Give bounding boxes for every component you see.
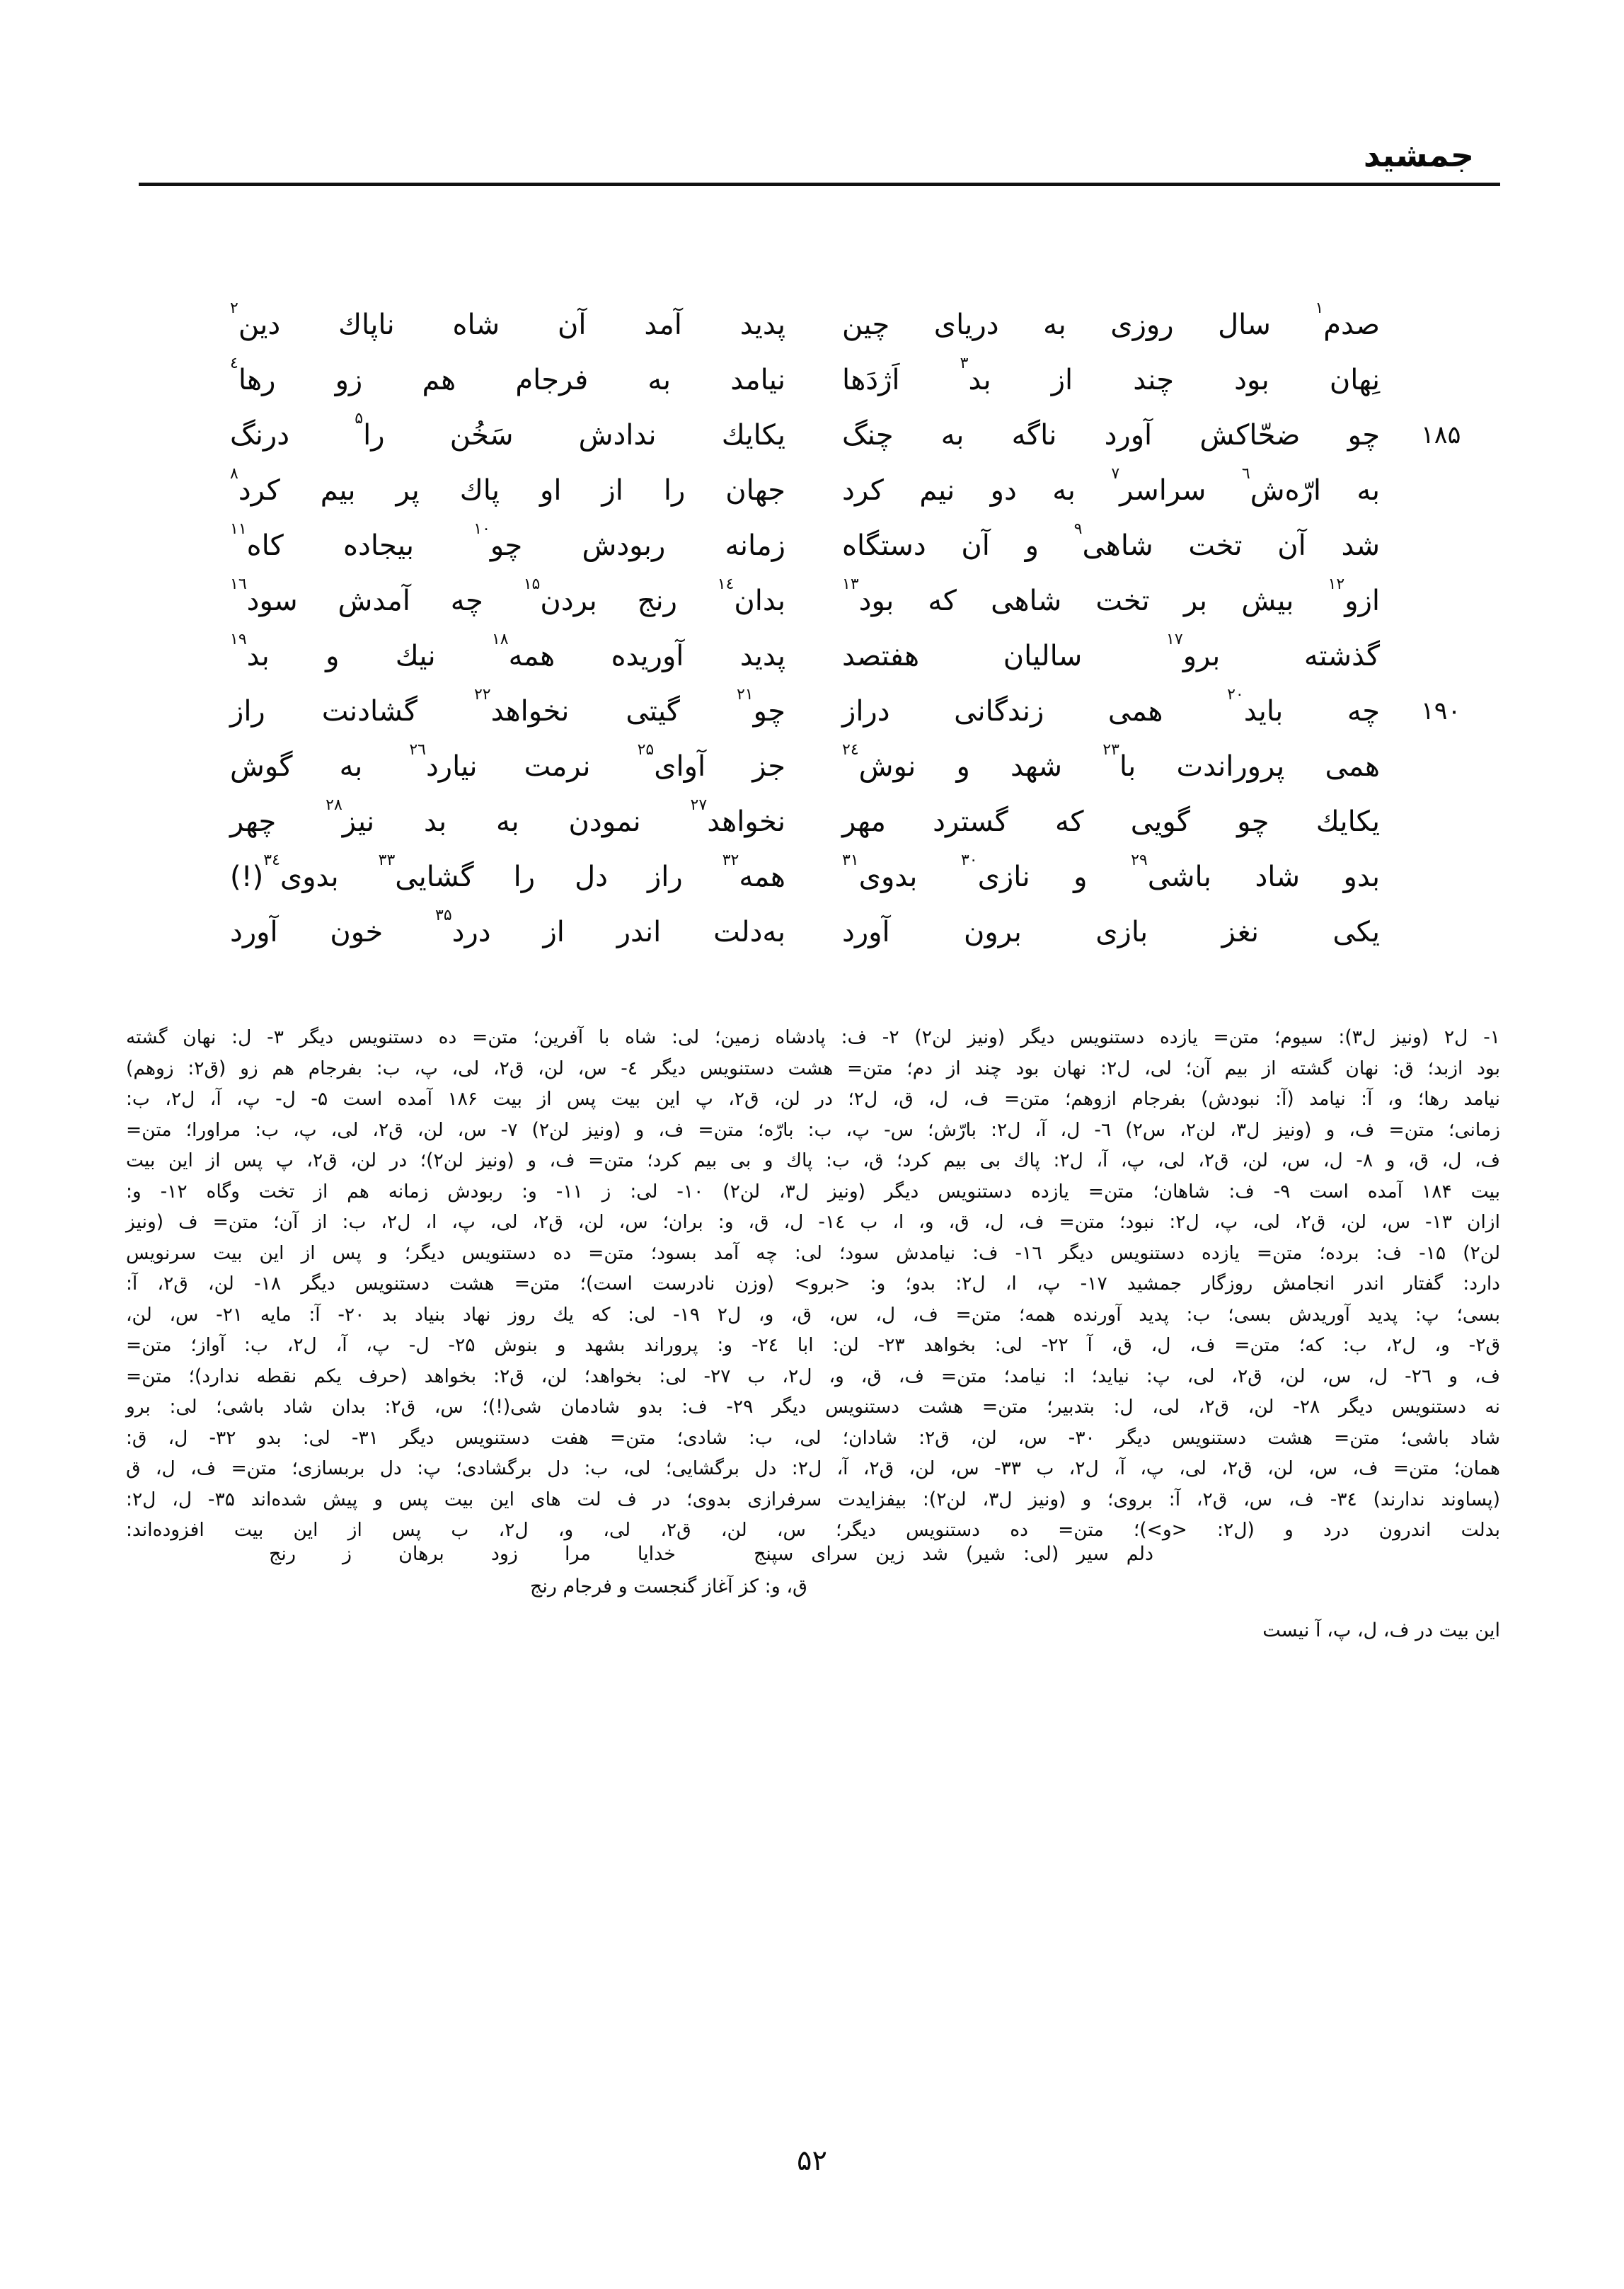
footnote-marker: ۱٤ — [717, 575, 735, 593]
verse-row — [124, 518, 1500, 573]
apparatus-line: لن۲) ۱۵- ف: برده؛ متن= یازده دستنویس دیگر ۱٦- ف: نیامدش سود؛ لی: چه آمد بسود؛ متن= ده دستنویس دیگر؛ و پس از این بیت سرنویس — [126, 1241, 1501, 1264]
footnote-marker: ۱۱ — [230, 520, 247, 538]
apparatus-line: نیامد رها؛ و، آ: نیامد (آ: نبودش) بفرجام ازوهم؛ متن= ف، ل، ق، ل۲؛ در لن، ق۲، پ این بیت پس از بیت ۱۸۶ آمده است ۵- ل- پ، آ، ل۲، ب: — [126, 1088, 1500, 1110]
footnote-marker: ۱ — [1315, 299, 1324, 317]
footnote-marker: ٦ — [1241, 464, 1250, 483]
right-hemistich: یکایك چو گویی که گسترد مهر — [842, 805, 1380, 838]
footnote-marker: ۲ — [230, 299, 238, 317]
right-hemistich: گذشته برو$^{۱۷}$ سالیان هفتصد — [842, 630, 1380, 672]
left-hemistich: همه$^{۳۲}$ راز دل را گشایی$^{۳۳}$ بدوی$^{۳٤}$(!) — [230, 851, 786, 893]
footnote-marker: ۱۸ — [491, 630, 509, 648]
left-hemistich: نخواهد$^{۲۷}$ نمودن به بد نیز$^{۲۸}$ چهر — [230, 796, 786, 838]
critical-apparatus — [126, 1022, 1500, 1546]
footnote-marker: ۳۲ — [722, 851, 739, 869]
footnote-marker: ۳ — [960, 354, 969, 372]
footnote-marker: ۸ — [230, 464, 238, 483]
left-hemistich: زمانه ربودش چو$^{۱۰}$ بیجاده کاه$^{۱۱}$ — [230, 520, 785, 562]
verse-row — [124, 794, 1500, 849]
footnote-marker: ۲٤ — [842, 740, 859, 759]
right-hemistich: ازو$^{۱۲}$ بیش بر تخت شاهی که بود$^{۱۳}$ — [842, 575, 1380, 617]
poem-block — [124, 297, 1500, 960]
right-hemistich: یکی نغز بازی برون آورد — [842, 916, 1380, 948]
chapter-header: جمشید — [1363, 136, 1474, 174]
verse-row — [124, 408, 1500, 463]
left-hemistich: نیامد به فرجام هم زو رها$^٤$ — [230, 354, 785, 396]
left-hemistich: به‌دلت اندر از درد$^{۳۵}$ خون آورد — [230, 906, 785, 948]
apparatus-line: ۱- ل۲ (ونیز ل۳): سیوم؛ متن= یازده دستنویس دیگر (ونیز لن۲) ۲- ف: پادشاه زمین؛ لی: شاه با آفرین؛ متن= ده دستنویس دیگر ۳- ل: نهان گشته — [126, 1026, 1501, 1048]
footnote-marker: ۹ — [1073, 520, 1083, 538]
left-hemistich: چو$^{۲۱}$ گیتی نخواهد$^{۲۲}$ گشادنت راز — [230, 685, 785, 728]
verse-row — [124, 352, 1500, 408]
footnote-marker: ۲٦ — [409, 740, 426, 759]
apparatus-line: ف، ل، ق، و ۸- ل، س، لن، ق۲، لی، پ، آ، ل۲: پاك بی بیم کرد؛ ق، ب: پاك و بی بیم کرد؛ متن= ف، و (ونیز لن۲)؛ در لن، ق۲، پ پس از این بیت — [126, 1149, 1501, 1171]
footnote-marker: ۲۱ — [736, 685, 754, 704]
left-hemistich: پدید آوریده همه$^{۱۸}$ نیك و بد$^{۱۹}$ — [230, 630, 785, 672]
footnote-marker: ۱۵ — [523, 575, 541, 593]
header-rule — [139, 183, 1500, 186]
footnote-marker: ۵ — [355, 409, 364, 428]
verse-row — [124, 463, 1500, 518]
left-hemistich: جز آوای$^{۲۵}$ نرمت نیارد$^{۲٦}$ به گوش — [230, 740, 786, 783]
apparatus-line: بیت ۱۸۴ آمده است ۹- ف: شاهان؛ متن= یازده دستنویس دیگر (ونیز ل۳، لن۲) ۱۰- لی: ز ۱۱- و: ربودش زمانه هم از تخت وگاه ۱۲- و: — [126, 1180, 1500, 1203]
right-hemistich: نِهان بود چند از بد$^۳$ اَژدَها — [842, 354, 1380, 396]
right-hemistich: چو ضحّاکش آورد ناگه به چنگ — [842, 419, 1380, 452]
footnote-marker: ۲۷ — [690, 796, 708, 814]
apparatus-line: شاد باشی؛ متن= هشت دستنویس دیگر ۳۰- س، لن، ق۲: شادان؛ لی، ب: شادی؛ متن= هفت دستنویس دیگر ۳۱- لی: بدو ۳۲- ل، ق: — [126, 1426, 1500, 1449]
footnote-marker: ۱۹ — [230, 630, 247, 648]
right-hemistich: همی پروراندت با$^{۲۳}$ شهد و نوش$^{۲٤}$ — [842, 740, 1380, 783]
apparatus-line: دارد: گفتار اندر انجامش روزگار جمشید ۱۷- پ، ا، ل۲: بدو؛ و: <برو> (وزن نادرست است)؛ متن= هشت دستنویس دیگر ۱۸- لن، ق۲، آ: — [126, 1273, 1500, 1295]
added-couplet-left-hemistich: خدایا مرا زود برهان ز رنج — [269, 1543, 676, 1565]
apparatus-line: بسی؛ پ: پدید آوریدش بسی؛ ب: پدید آورنده همه؛ متن= ف، ل، س، ق، و، ل۲ ۱۹- لی: که یك روز نهاد بنیاد بد ۲۰- آ: مایه ۲۱- س، لن، — [126, 1303, 1500, 1326]
footnote-marker: ۱۷ — [1166, 630, 1183, 648]
footnote-marker: ۳۳ — [378, 851, 396, 869]
right-hemistich: به ارّه‌ش$^٦$ سراسر$^۷$ به دو نیم کرد — [842, 464, 1380, 507]
right-hemistich: صدم$^۱$ سال روزی به دریای چین — [842, 299, 1380, 341]
couplet-variant-note: ق، و: کز آغاز گنجست و فرجام رنج — [529, 1576, 807, 1597]
verse-row — [124, 629, 1500, 684]
verse-row — [124, 684, 1500, 739]
footnote-marker: ۲۳ — [1102, 740, 1119, 759]
verse-row — [124, 739, 1500, 794]
footnote-marker: ۳٤ — [263, 851, 280, 869]
footnote-marker: ۲۲ — [473, 685, 491, 704]
right-hemistich: بدو شاد باشی$^{۲۹}$ و نازی$^{۳۰}$ بدوی$^{۳۱}$ — [842, 851, 1381, 893]
footnote-marker: ٤ — [230, 354, 238, 372]
apparatus-line: (پساوند ندارند) ۳٤- ف، س، ق۲، آ: بروی؛ و (ونیز ل۳، لن۲): بیفزایدت سرفرازی بدوی؛ در ف لت های این بیت پس و پیش شده‌اند ۳۵- ل، ل۲: — [126, 1488, 1500, 1510]
right-hemistich: چه باید$^{۲۰}$ همی زندگانی دراز — [842, 685, 1380, 728]
footnote-marker: ۲۵ — [637, 740, 655, 759]
verse-row — [124, 849, 1500, 905]
verse-number: ۱۸۵ — [1421, 421, 1461, 449]
left-hemistich: بدان$^{۱٤}$ رنج بردن$^{۱۵}$ چه آمدش سود$^{۱٦}$ — [230, 575, 786, 617]
footnote-marker: ۱۰ — [473, 520, 490, 538]
footnote-marker: ۳۵ — [435, 906, 452, 924]
left-hemistich: پدید آمد آن شاه ناپاك دین$^۲$ — [230, 299, 785, 341]
couplet-absence-note: این بیت در ف، ل، پ، آ نیست — [1262, 1619, 1500, 1641]
footnote-marker: ۷ — [1111, 464, 1120, 483]
apparatus-line: زمانی؛ متن= ف، و (ونیز ل۳، لن۲، س۲) ٦- ل، آ، ل۲: بارّش؛ س- پ، ب: بارّه؛ متن= ف، و (ونیز لن۲) ۷- س، لن، ق۲، لی، پ، ب: مراورا؛ متن= — [126, 1118, 1501, 1141]
footnote-marker: ۱٦ — [230, 575, 247, 593]
apparatus-line: بود ازبد؛ ق: نهان گشته از بیم آن؛ لی، ل۲: نهان بود چند از دم؛ متن= هشت دستنویس دیگر ٤- س، لن، ق۲، لی، پ، ب: بفرجام هم زو (ق۲: زوهم) — [126, 1057, 1500, 1079]
verse-row — [124, 905, 1500, 960]
left-hemistich: جهان را از او پاك پر بیم کرد$^۸$ — [230, 464, 785, 507]
page-number: ۵۲ — [797, 2145, 827, 2177]
footnote-marker: ۲۹ — [1131, 851, 1148, 869]
footnote-marker: ۳۰ — [960, 851, 978, 869]
footnote-marker: ۱۳ — [842, 575, 859, 593]
apparatus-line: بدلت اندرون درد و (ل۲: <و>)؛ متن= ده دستنویس دیگر؛ س، لن، ق۲، لی، و، ل۲، ب پس از این بیت افزوده‌اند: — [126, 1519, 1500, 1541]
verse-row — [124, 297, 1500, 352]
apparatus-line: ف، و ۲٦- ل، س، لن، ق۲، لی، پ: نیاید؛ ا: نیامد؛ متن= ف، ق، و، ل۲، ب ۲۷- لی: بخواهد؛ لن، ق۲: بخواهد (حرف یکم نقطه ندارد)؛ متن= — [126, 1365, 1501, 1387]
left-hemistich: یکایك ندادش سَخُن را$^۵$ درنگ — [230, 409, 785, 452]
added-couplet-right-hemistich: دلم سیر (لی: شیر) شد زین سرای سپنج — [754, 1543, 1153, 1565]
footnote-marker: ۳۱ — [842, 851, 859, 869]
apparatus-line: نه دستنویس دیگر ۲۸- لن، ق۲، لی، ل: بتدبیر؛ متن= هشت دستنویس دیگر ۲۹- ف: بدو شادمان شی(!)؛ س، ق۲: بدان شاد باشی؛ لی: برو — [126, 1396, 1501, 1418]
footnote-marker: ۲۰ — [1227, 685, 1244, 704]
verse-row — [124, 573, 1500, 629]
apparatus-line: ازان ۱۳- س، لن، ق۲، لی، پ، ل۲: نبود؛ متن= ف، ل، ق، و، ا، ب ۱٤- ل، ق، و: بران؛ س، لن، ق۲، لی، پ، ا، ل۲، ب: از آن؛ متن= ف (ونیز — [126, 1211, 1500, 1233]
verse-number: ۱۹۰ — [1421, 697, 1461, 725]
couplet-gap — [676, 1539, 754, 1570]
footnote-marker: ۲۸ — [326, 796, 342, 814]
apparatus-line: همان؛ متن= ف، س، لن، ق۲، لی، پ، آ، ل۲، ب ۳۳- س، لن، ق۲، آ، ل۲: دل برگشایی؛ لی، ب: دل برگشادی؛ پ: دل بربسازی؛ متن= ف، ل، ق — [126, 1457, 1500, 1479]
apparatus-line: ق۲- و، ل۲، ب: که؛ متن= ف، ل، ق، آ ۲۲- لی: بخواهد ۲۳- لن: ابا ۲٤- و: پروراند بشهد و بنوش ۲۵- ل- پ، آ، ل۲، ب: آواز؛ متن= — [126, 1334, 1501, 1356]
added-couplet — [262, 1539, 1153, 1570]
right-hemistich: شد آن تخت شاهی$^۹$ و آن دستگاه — [842, 520, 1380, 562]
footnote-marker: ۱۲ — [1328, 575, 1345, 593]
